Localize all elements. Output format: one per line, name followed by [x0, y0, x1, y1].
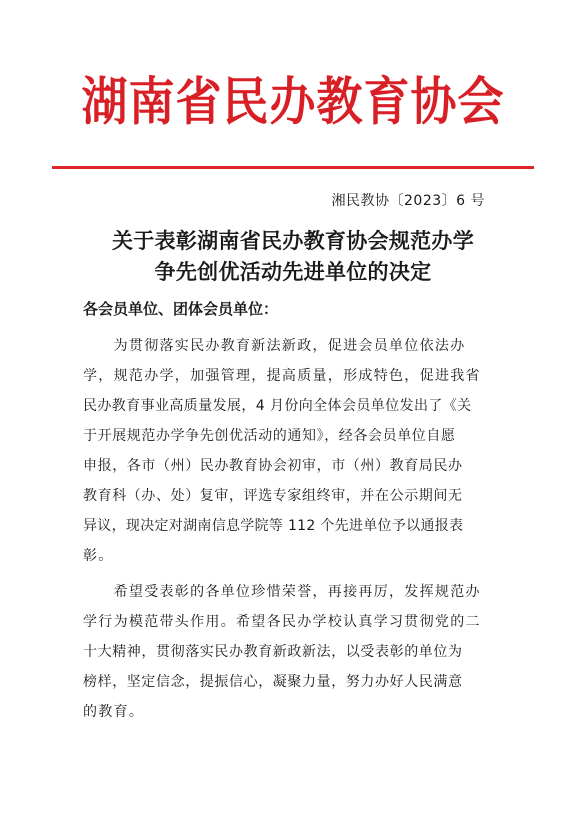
paragraph-2-line: 的教育。: [83, 704, 145, 720]
salutation: 各会员单位、团体会员单位：: [83, 300, 279, 318]
title-line-1: 关于表彰湖南省民办教育协会规范办学: [111, 229, 475, 253]
masthead-org-name: 湖南省民办教育协会: [81, 71, 505, 132]
paragraph-1-line: 民办教育事业高质量发展，4 月份向全体会员单位发出了《关: [83, 398, 472, 414]
paragraph-2-line: 十大精神，贯彻落实民办教育新政新法，以受表彰的单位为: [83, 644, 463, 660]
paragraph-1-line: 学，规范办学，加强管理，提高质量，形成特色，促进我省: [83, 368, 481, 384]
paragraph-1: [83, 331, 503, 571]
paragraph-2-line: 希望受表彰的各单位珍惜荣誉，再接再厉，发挥规范办: [83, 584, 481, 600]
document-title: [0, 226, 586, 288]
paragraph-2: [83, 577, 503, 727]
paragraph-1-line: 教育科（办、处）复审，评选专家组终审，并在公示期间无: [83, 488, 463, 504]
red-divider-rule: [52, 166, 534, 169]
title-line-2: 争先创优活动先进单位的决定: [154, 260, 432, 284]
document-number: 湘民教协〔2023〕6 号: [331, 193, 485, 209]
paragraph-1-line: 申报，各市（州）民办教育协会初审，市（州）教育局民办: [83, 458, 463, 474]
paragraph-1-line: 彰。: [83, 548, 114, 564]
paragraph-1-line: 为贯彻落实民办教育新法新政，促进会员单位依法办: [83, 338, 466, 354]
paragraph-1-line: 于开展规范办学争先创优活动的通知》，经各会员单位自愿: [83, 428, 456, 444]
paragraph-2-line: 榜样，坚定信念，提振信心，凝聚力量，努力办好人民满意: [83, 674, 463, 690]
paragraph-2-line: 学行为模范带头作用。希望各民办学校认真学习贯彻党的二: [83, 614, 481, 630]
paragraph-1-line: 异议，现决定对湖南信息学院等 112 个先进单位予以通报表: [83, 518, 464, 534]
